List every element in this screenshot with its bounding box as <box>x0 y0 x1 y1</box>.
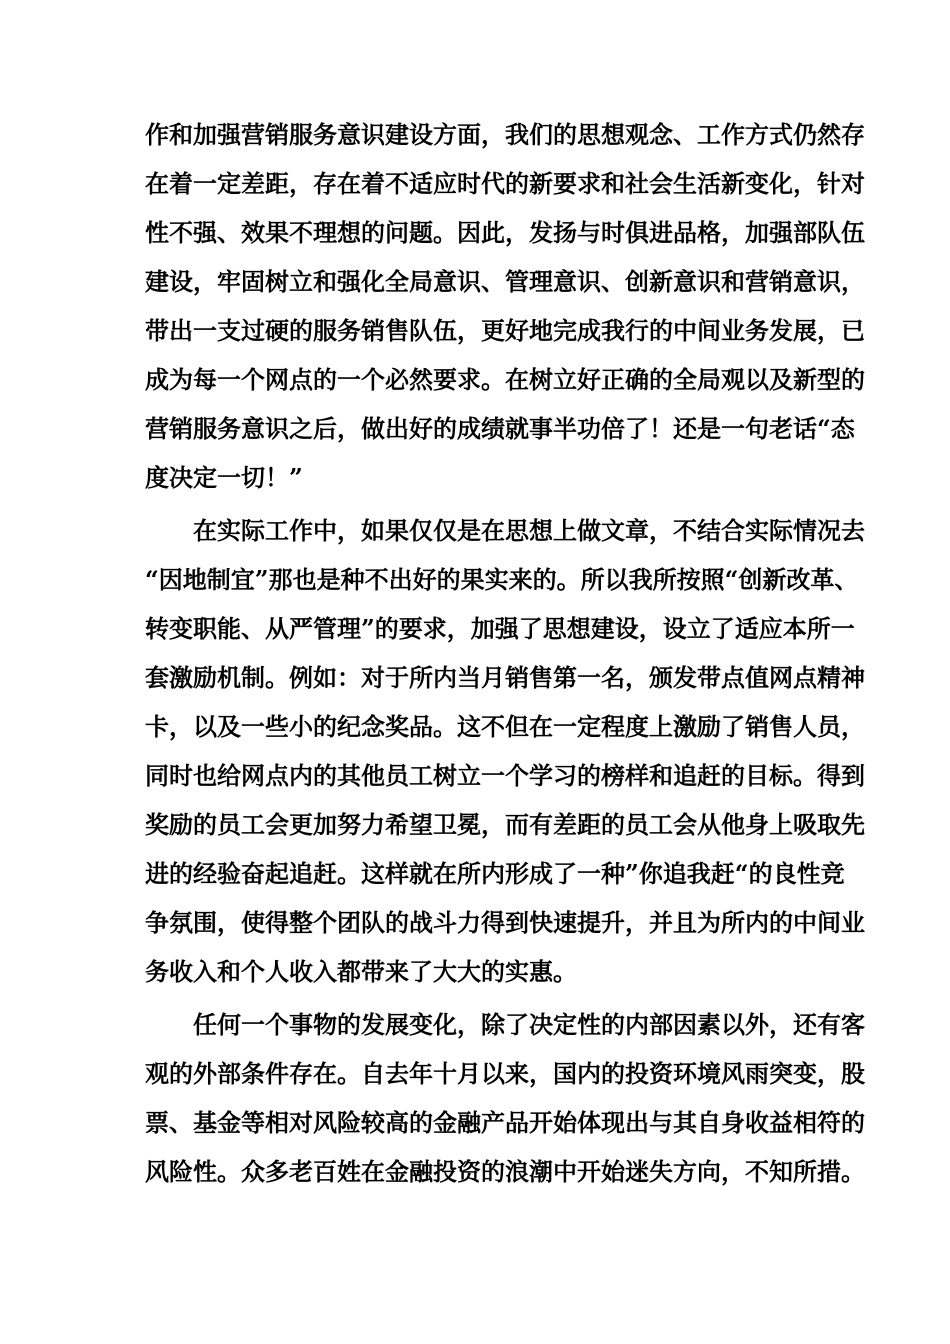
text-line: 奖励的员工会更加努力希望卫冕，而有差距的员工会从他身上吸取先 <box>145 810 865 839</box>
text-line: 同时也给网点内的其他员工树立一个学习的榜样和追赶的目标。得到 <box>145 761 865 790</box>
text-line: 性不强、效果不理想的问题。因此，发扬与时俱进品格，加强部队伍 <box>145 218 865 247</box>
text-line: 卡，以及一些小的纪念奖品。这不但在一定程度上激励了销售人员， <box>145 712 865 741</box>
text-line: “因地制宜”那也是种不出好的果实来的。所以我所按照“创新改革、 <box>145 565 859 594</box>
text-line: 度决定一切！” <box>145 463 303 492</box>
text-line: 争氛围，使得整个团队的战斗力得到快速提升，并且为所内的中间业 <box>145 908 865 937</box>
text-line: 作和加强营销服务意识建设方面，我们的思想观念、工作方式仍然存 <box>145 120 865 149</box>
paragraph-first-line: 在实际工作中，如果仅仅是在思想上做文章，不结合实际情况去 <box>193 516 865 545</box>
text-line: 进的经验奋起追赶。这样就在所内形成了一种”你追我赶“的良性竞 <box>145 859 845 888</box>
text-line: 转变职能、从严管理”的要求，加强了思想建设，设立了适应本所一 <box>145 614 855 643</box>
text-line: 成为每一个网点的一个必然要求。在树立好正确的全局观以及新型的 <box>145 365 865 394</box>
text-line: 票、基金等相对风险较高的金融产品开始体现出与其自身收益相符的 <box>145 1108 865 1137</box>
text-line: 营销服务意识之后，做出好的成绩就事半功倍了！还是一句老话“态 <box>145 414 855 443</box>
text-line: 建设，牢固树立和强化全局意识、管理意识、创新意识和营销意识， <box>145 267 865 296</box>
text-line: 观的外部条件存在。自去年十月以来，国内的投资环境风雨突变，股 <box>145 1059 865 1088</box>
paragraph-first-line: 任何一个事物的发展变化，除了决定性的内部因素以外，还有客 <box>193 1010 865 1039</box>
text-line: 务收入和个人收入都带来了大大的实惠。 <box>145 957 577 986</box>
text-line: 风险性。众多老百姓在金融投资的浪潮中开始迷失方向，不知所措。 <box>145 1157 865 1186</box>
text-line: 在着一定差距，存在着不适应时代的新要求和社会生活新变化，针对 <box>145 169 865 198</box>
text-line: 带出一支过硬的服务销售队伍，更好地完成我行的中间业务发展，已 <box>145 316 865 345</box>
text-line: 套激励机制。例如：对于所内当月销售第一名，颁发带点值网点精神 <box>145 663 865 692</box>
